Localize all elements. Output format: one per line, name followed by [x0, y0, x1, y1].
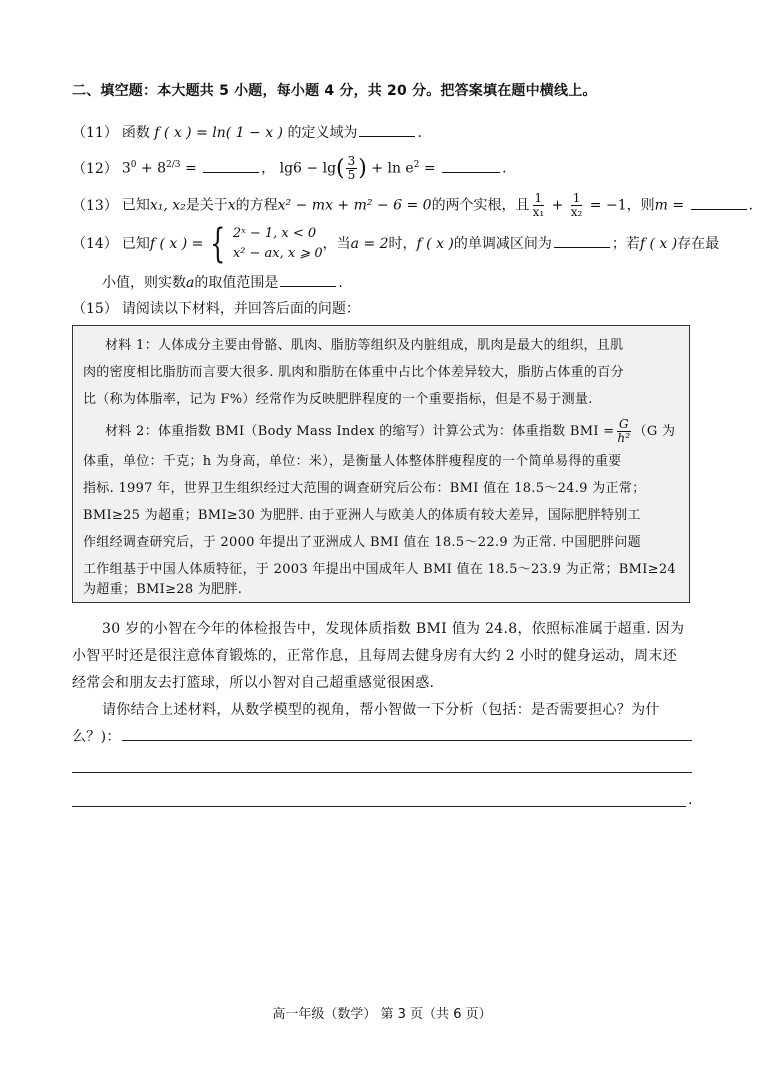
material1-line3: 比（称为体脂率，记为 F%）经常作为反映肥胖程度的一个重要指标，但是不易于测量. — [83, 392, 593, 407]
material2-line1a: 材料 2：体重指数 BMI（Body Mass Index 的缩写）计算公式为：体重指数 BMI = — [105, 424, 615, 439]
frac-denominator: x₁ — [532, 205, 545, 219]
material2-line1b: （G 为 — [633, 424, 676, 439]
answer-line-1[interactable] — [122, 740, 692, 741]
answer-blank[interactable] — [554, 235, 610, 248]
q12-fraction — [346, 155, 358, 182]
q14-line2a: 小值，则实数 — [102, 275, 186, 291]
question-number: （13） — [72, 197, 118, 214]
q13-frac2 — [569, 192, 585, 219]
question-number: （15） — [72, 301, 118, 317]
q13-text2: 是关于 — [185, 197, 228, 214]
question-15 — [72, 298, 360, 318]
frac-denominator: h² — [617, 431, 631, 445]
material2-line7: 为超重；BMI≥28 为肥胖. — [83, 582, 243, 597]
q13-text4: 的两个实根，且 — [431, 197, 530, 214]
q12-expr2a: lg6 − lg — [279, 160, 337, 177]
q14-end: . — [338, 275, 343, 291]
answer-blank[interactable] — [203, 160, 259, 173]
question-12: （12） $3^0 + 8^{2/3}$ = ， lg6 − lg( $\frac{3}{5}$ ) + $\ln e^2$ = . — [72, 154, 507, 182]
frac-denominator: 5 — [347, 168, 356, 182]
question-14: （14） 已知f ( x ) = { 2ˣ − 1, x < 0 x² − ax, x ⩾ 0 ，当a = 2时，f ( x )的单调减区间为 ；若f ( x )存在最 — [72, 221, 720, 267]
story-line4: 请你结合上述材料，从数学模型的视角，帮小智做一下分析（包括：是否需要担心？为什 — [102, 702, 660, 718]
frac-numerator: G — [619, 417, 629, 431]
frac-numerator: 1 — [572, 191, 581, 205]
answer-blank[interactable] — [280, 274, 336, 287]
material1-line1: 材料 1：人体成分主要由骨骼、肌肉、脂肪等组织及内脏组成，肌肉是最大的组织，且肌 — [105, 338, 624, 353]
q14-case2: x² − ax, x ⩾ 0 — [232, 246, 323, 261]
q14-fx: f ( x ) = — [149, 236, 204, 252]
q15-text: 请阅读以下材料，并回答后面的问题： — [121, 301, 360, 317]
q14-fx2: f ( x ) — [416, 236, 454, 252]
bmi-fraction — [615, 418, 632, 445]
material2-line3: 指标. 1997 年，世界卫生组织经过大范围的调查研究后公布：BMI 值在 18.5～24.9 为正常； — [83, 481, 646, 496]
answer-blank[interactable] — [691, 197, 747, 210]
answer-line-3[interactable] — [72, 806, 686, 807]
material2-line5: 作组经调查研究后，于 2000 年提出了亚洲成人 BMI 值在 18.5～22.9 为正常. 中国肥胖问题 — [83, 535, 641, 550]
q13-equation: x² − mx + m² − 6 = 0 — [277, 197, 432, 214]
q13-vars: x₁, x₂ — [149, 197, 186, 214]
q12-end: . — [502, 160, 507, 177]
question-13 — [72, 192, 753, 219]
q12-eq2: = — [419, 160, 441, 177]
material2-line1 — [105, 418, 675, 445]
q14-text2: ，当 — [322, 236, 351, 252]
answer-blank[interactable] — [359, 124, 415, 137]
q13-frac1 — [531, 192, 547, 219]
q12-eq1: = — [180, 160, 202, 177]
question-11 — [72, 122, 422, 142]
q14-fx3: f ( x ) — [639, 236, 678, 252]
q12-exp2: 2/3 — [166, 159, 181, 170]
question-number: （12） — [72, 160, 118, 177]
frac-numerator: 1 — [534, 191, 543, 205]
page-footer: 高一年级（数学） 第 3 页（共 6 页） — [272, 1007, 492, 1022]
story-line3: 经常会和朋友去打篮球，所以小智对自己超重感觉很困惑. — [72, 675, 435, 691]
q14-text6: 存在最 — [677, 236, 720, 252]
story-line1: 30 岁的小智在今年的体检报告中，发现体质指数 BMI 值为 24.8，依照标准属于超重. 因为 — [102, 621, 685, 637]
q11-lead: 函数 — [121, 125, 150, 141]
q13-text1: 已知 — [121, 197, 150, 214]
q14-text1: 已知 — [121, 236, 150, 252]
q14-text4: 的单调减区间为 — [453, 236, 552, 252]
q12-base: 3 — [121, 160, 131, 177]
answer-blank[interactable] — [442, 160, 500, 173]
q12-plus: + 8 — [136, 160, 167, 177]
material-box — [72, 325, 690, 603]
q11-end: . — [417, 125, 422, 141]
material2-line4: BMI≥25 为超重；BMI≥30 为肥胖. 由于亚洲人与欧美人的体质有较大差异，国际肥胖特别工 — [83, 508, 641, 523]
q14-a: a — [186, 275, 195, 291]
q14-case1: 2ˣ − 1, x < 0 — [232, 226, 317, 241]
question-14-line2 — [102, 272, 343, 292]
q14-line2b: 的取值范围是 — [194, 275, 279, 291]
q12-expr2b: + ln e — [366, 160, 414, 177]
q12-exp3: 2 — [413, 159, 420, 170]
material2-line6: 工作组基于中国人体质特征，于 2003 年提出中国成年人 BMI 值在 18.5～23.9 为正常；BMI≥24 — [83, 562, 677, 577]
frac-denominator: x₂ — [570, 205, 583, 219]
story-line5: 么？)： — [72, 729, 121, 745]
q13-x: x — [227, 197, 236, 214]
q12-exp: 0 — [130, 159, 137, 170]
q11-tail: 的定义域为 — [287, 125, 358, 141]
q14-text5: ；若 — [611, 236, 640, 252]
q13-eq: = — [667, 197, 689, 214]
q14-a-eq: a = 2 — [350, 236, 389, 252]
material2-line2: 体重，单位：千克；h 为身高，单位：米），是衡量人体整体胖瘦程度的一个简单易得的重要 — [83, 454, 622, 469]
question-number: （14） — [72, 236, 118, 252]
q13-m: m — [654, 197, 668, 214]
q13-text5: = −1，则 — [585, 197, 655, 214]
q13-text3: 的方程 — [235, 197, 278, 214]
q14-text3: 时， — [388, 236, 417, 252]
q13-plus: + — [547, 197, 568, 214]
q13-end: . — [748, 197, 754, 214]
frac-numerator: 3 — [347, 154, 356, 168]
q11-function: f ( x ) = ln( 1 − x ) — [154, 125, 284, 141]
q12-sep: ， — [261, 160, 276, 177]
answer-end-period: . — [688, 792, 693, 808]
material1-line2: 肉的密度相比脂肪而言要大很多. 肌肉和脂肪在体重中占比个体差异较大，脂肪占体重的百分 — [83, 365, 624, 380]
story-line2: 小智平时还是很注意体育锻炼的，正常作息，且每周去健身房有大约 2 小时的健身运动，周末还 — [72, 648, 678, 664]
q14-cases — [233, 224, 323, 264]
section-title: 二、填空题：本大题共 5 小题，每小题 4 分，共 20 分。把答案填在题中横线上。 — [72, 83, 597, 99]
answer-line-2[interactable] — [72, 772, 692, 773]
question-number: （11） — [72, 125, 118, 141]
